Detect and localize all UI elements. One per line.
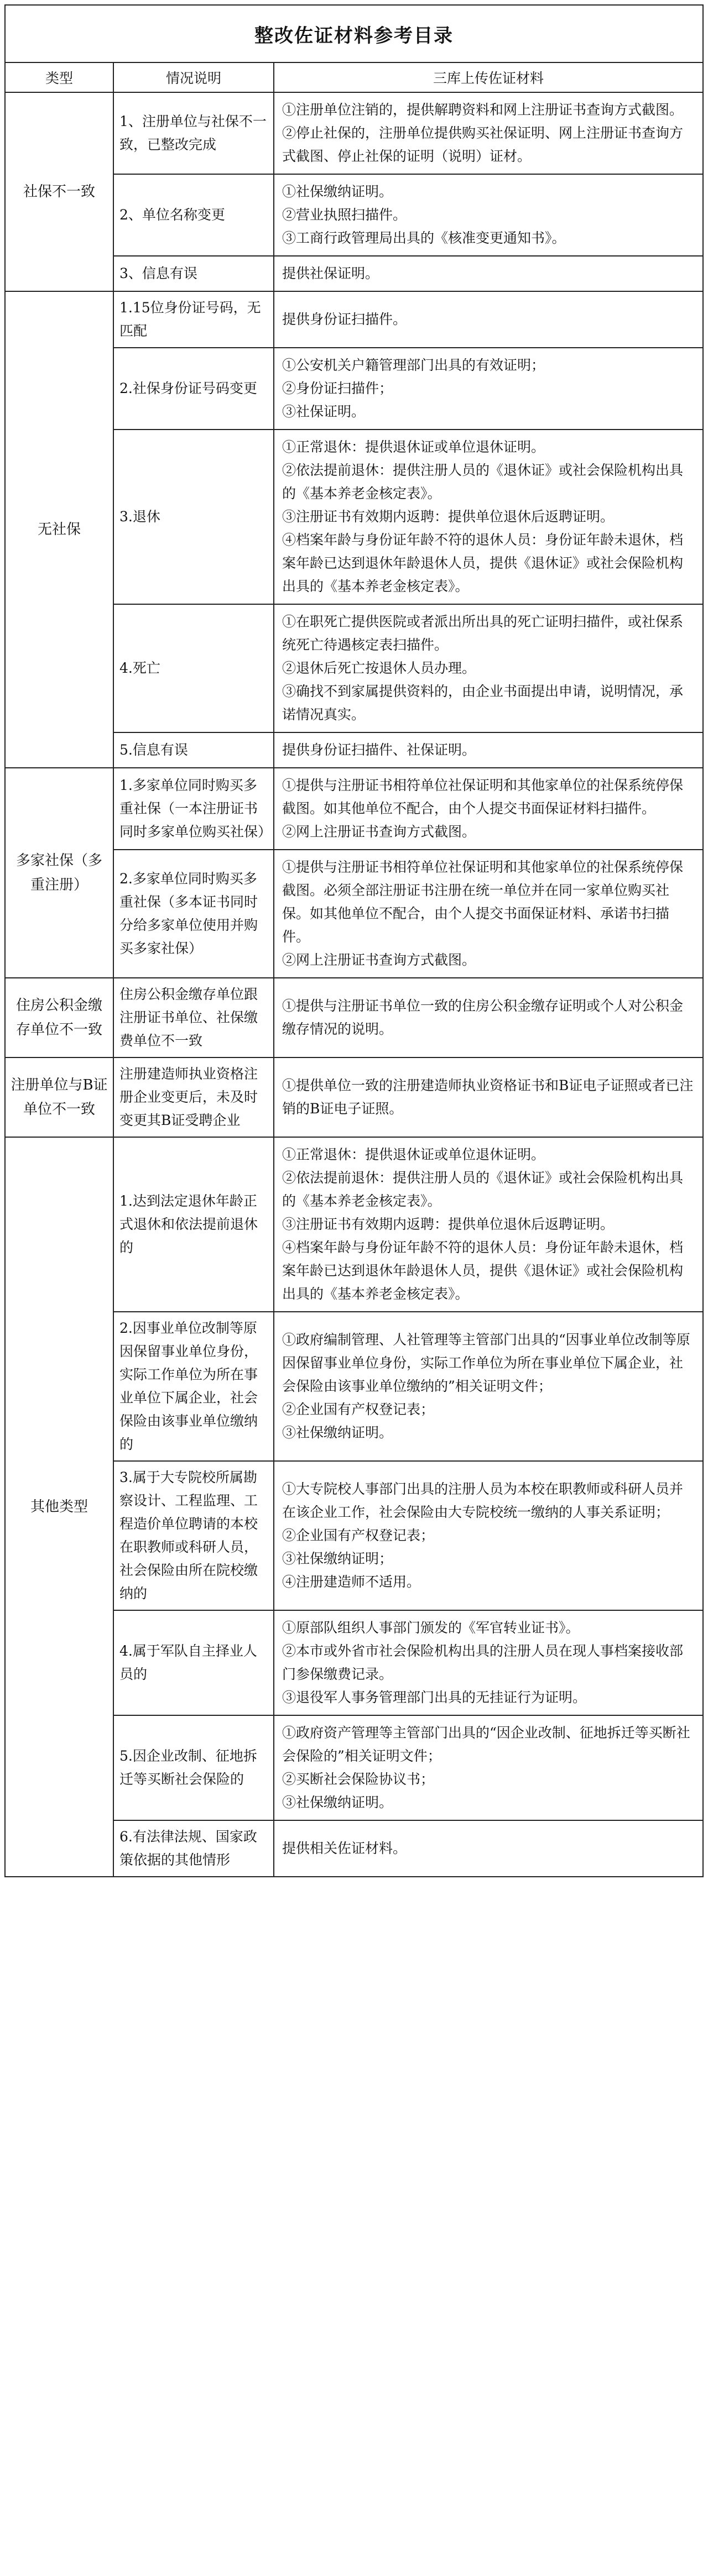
material-item: 提供身份证扫描件、社保证明。 xyxy=(282,742,476,758)
material-item: ①提供与注册证书单位一致的住房公积金缴存证明或个人对公积金缴存情况的说明。 xyxy=(282,998,684,1037)
situation-cell: 2.因事业单位改制等原因保留事业单位身份，实际工作单位为所在事业单位下属企业，社会保险由该事业单位缴纳的 xyxy=(113,1312,274,1461)
material-item: ③注册证书有效期内返聘：提供单位退休后返聘证明。 xyxy=(282,509,615,525)
material-item: 提供身份证扫描件。 xyxy=(282,311,407,327)
situation-cell: 5.信息有误 xyxy=(113,732,274,768)
category-cell: 无社保 xyxy=(5,291,113,768)
table-row xyxy=(5,1057,703,1137)
situation-cell: 3、信息有误 xyxy=(113,256,274,291)
table-row xyxy=(5,768,703,850)
category-cell: 多家社保（多重注册） xyxy=(5,768,113,978)
title-row xyxy=(5,5,703,62)
situation-cell: 2、单位名称变更 xyxy=(113,174,274,256)
material-item: ③社保缴纳证明。 xyxy=(282,1794,393,1810)
situation-cell: 3.属于大专院校所属勘察设计、工程监理、工程造价单位聘请的本校在职教师或科研人员，社会保险由所在院校缴纳的 xyxy=(113,1461,274,1610)
reference-catalog-table xyxy=(4,4,704,1877)
material-item: ②停止社保的，注册单位提供购买社保证明、网上注册证书查询方式截图、停止社保的证明（说明）证材。 xyxy=(282,125,684,164)
situation-cell: 2.多家单位同时购买多重社保（多本证书同时分给多家单位使用并购买多家社保） xyxy=(113,850,274,978)
situation-cell: 5.因企业改制、征地拆迁等买断社会保险的 xyxy=(113,1715,274,1820)
category-cell: 注册单位与B证单位不一致 xyxy=(5,1057,113,1137)
situation-cell: 注册建造师执业资格注册企业变更后，未及时变更其B证受聘企业 xyxy=(113,1057,274,1137)
material-item: ①大专院校人事部门出具的注册人员为本校在职教师或科研人员并在该企业工作，社会保险由大专院校统一缴纳的人事关系证明； xyxy=(282,1481,684,1520)
material-item: ③社保证明。 xyxy=(282,404,366,420)
material-item: ③退役军人事务管理部门出具的无挂证行为证明。 xyxy=(282,1689,587,1705)
material-item: ④档案年龄与身份证年龄不符的退休人员：身份证年龄未退休，档案年龄已达到退休年龄退休人员，提供《退休证》或社会保险机构出具的《基本养老金核定表》。 xyxy=(282,532,684,594)
material-item: ②营业执照扫描件。 xyxy=(282,207,407,223)
material-item: ④档案年龄与身份证年龄不符的退休人员：身份证年龄未退休，档案年龄已达到退休年龄退休人员，提供《退休证》或社会保险机构出具的《基本养老金核定表》。 xyxy=(282,1239,684,1302)
table-row xyxy=(5,92,703,174)
situation-cell: 1.多家单位同时购买多重社保（一本注册证书同时多家单位购买社保） xyxy=(113,768,274,850)
material-item: ③社保缴纳证明。 xyxy=(282,1425,393,1441)
material-item: ③工商行政管理局出具的《核准变更通知书》。 xyxy=(282,230,566,246)
material-item: ①提供与注册证书相符单位社保证明和其他家单位的社保系统停保截图。如其他单位不配合，由个人提交书面保证材料扫描件。 xyxy=(282,777,684,816)
material-item: ②依法提前退休：提供注册人员的《退休证》或社会保险机构出具的《基本养老金核定表》。 xyxy=(282,1170,684,1209)
material-item: ①正常退休：提供退休证或单位退休证明。 xyxy=(282,1146,545,1163)
materials-cell xyxy=(274,604,703,732)
material-item: ①社保缴纳证明。 xyxy=(282,184,393,200)
material-item: ①政府资产管理等主管部门出具的“因企业改制、征地拆迁等买断社会保险的”相关证明文件； xyxy=(282,1725,690,1764)
material-item: ①政府编制管理、人社管理等主管部门出具的“因事业单位改制等原因保留事业单位身份，实际工作单位为所在事业单位下属企业，社会保险由该事业单位缴纳的”相关证明文件； xyxy=(282,1332,690,1394)
material-item: ①正常退休：提供退休证或单位退休证明。 xyxy=(282,439,545,455)
table-body xyxy=(5,92,703,1877)
material-item: ①注册单位注销的，提供解聘资料和网上注册证书查询方式截图。 xyxy=(282,102,684,118)
material-item: ①在职死亡提供医院或者派出所出具的死亡证明扫描件，或社保系统死亡待遇核定表扫描件。 xyxy=(282,614,684,653)
material-item: ③社保缴纳证明； xyxy=(282,1551,393,1567)
materials-cell xyxy=(274,291,703,348)
materials-cell xyxy=(274,978,703,1057)
material-item: ②企业国有产权登记表； xyxy=(282,1527,435,1543)
material-item: ②身份证扫描件； xyxy=(282,380,393,396)
materials-cell xyxy=(274,850,703,978)
materials-cell xyxy=(274,768,703,850)
material-item: 提供相关佐证材料。 xyxy=(282,1840,407,1856)
materials-cell xyxy=(274,256,703,291)
category-cell: 社保不一致 xyxy=(5,92,113,291)
column-header-situation: 情况说明 xyxy=(113,62,274,92)
materials-cell xyxy=(274,92,703,174)
category-cell: 住房公积金缴存单位不一致 xyxy=(5,978,113,1057)
materials-cell xyxy=(274,1610,703,1715)
material-item: ①提供与注册证书相符单位社保证明和其他家单位的社保系统停保截图。必须全部注册证书注册在统一单位并在同一家单位购买社保。如其他单位不配合，由个人提交书面保证材料、承诺书扫描件。 xyxy=(282,859,684,945)
material-item: ②退休后死亡按退休人员办理。 xyxy=(282,660,476,676)
table-row xyxy=(5,291,703,348)
material-item: ②网上注册证书查询方式截图。 xyxy=(282,824,476,840)
material-item: ②买断社会保险协议书； xyxy=(282,1771,435,1787)
material-item: ①公安机关户籍管理部门出具的有效证明； xyxy=(282,357,545,373)
column-header-materials: 三库上传佐证材料 xyxy=(274,62,703,92)
material-item: ②依法提前退休：提供注册人员的《退休证》或社会保险机构出具的《基本养老金核定表》。 xyxy=(282,462,684,501)
materials-cell xyxy=(274,1137,703,1312)
materials-cell xyxy=(274,732,703,768)
material-item: 提供社保证明。 xyxy=(282,265,379,281)
materials-cell xyxy=(274,430,703,604)
table-row xyxy=(5,1137,703,1312)
material-item: ①原部队组织人事部门颁发的《军官转业证书》。 xyxy=(282,1620,580,1636)
situation-cell: 4.属于军队自主择业人员的 xyxy=(113,1610,274,1715)
situation-cell: 1.达到法定退休年龄正式退休和依法提前退休的 xyxy=(113,1137,274,1312)
materials-cell xyxy=(274,1715,703,1820)
materials-cell xyxy=(274,348,703,430)
materials-cell xyxy=(274,1057,703,1137)
material-item: ③确找不到家属提供资料的，由企业书面提出申请，说明情况，承诺情况真实。 xyxy=(282,683,684,722)
situation-cell: 1.15位身份证号码，无匹配 xyxy=(113,291,274,348)
material-item: ②企业国有产权登记表； xyxy=(282,1401,435,1417)
materials-cell xyxy=(274,1461,703,1610)
page-title: 整改佐证材料参考目录 xyxy=(5,5,703,62)
material-item: ②网上注册证书查询方式截图。 xyxy=(282,952,476,968)
materials-cell xyxy=(274,1820,703,1877)
materials-cell xyxy=(274,1312,703,1461)
situation-cell: 2.社保身份证号码变更 xyxy=(113,348,274,430)
category-cell: 其他类型 xyxy=(5,1137,113,1877)
situation-cell: 1、注册单位与社保不一致，已整改完成 xyxy=(113,92,274,174)
material-item: ④注册建造师不适用。 xyxy=(282,1574,421,1590)
column-header-type: 类型 xyxy=(5,62,113,92)
situation-cell: 3.退休 xyxy=(113,430,274,604)
material-item: ②本市或外省市社会保险机构出具的注册人员在现人事档案接收部门参保缴费记录。 xyxy=(282,1643,684,1682)
table-row xyxy=(5,978,703,1057)
situation-cell: 6.有法律法规、国家政策依据的其他情形 xyxy=(113,1820,274,1877)
material-item: ①提供单位一致的注册建造师执业资格证书和B证电子证照或者已注销的B证电子证照。 xyxy=(282,1077,694,1117)
situation-cell: 4.死亡 xyxy=(113,604,274,732)
situation-cell: 住房公积金缴存单位跟注册证书单位、社保缴费单位不一致 xyxy=(113,978,274,1057)
material-item: ③注册证书有效期内返聘：提供单位退休后返聘证明。 xyxy=(282,1216,615,1232)
materials-cell xyxy=(274,174,703,256)
header-row xyxy=(5,62,703,92)
reference-catalog-sheet xyxy=(4,4,704,1877)
